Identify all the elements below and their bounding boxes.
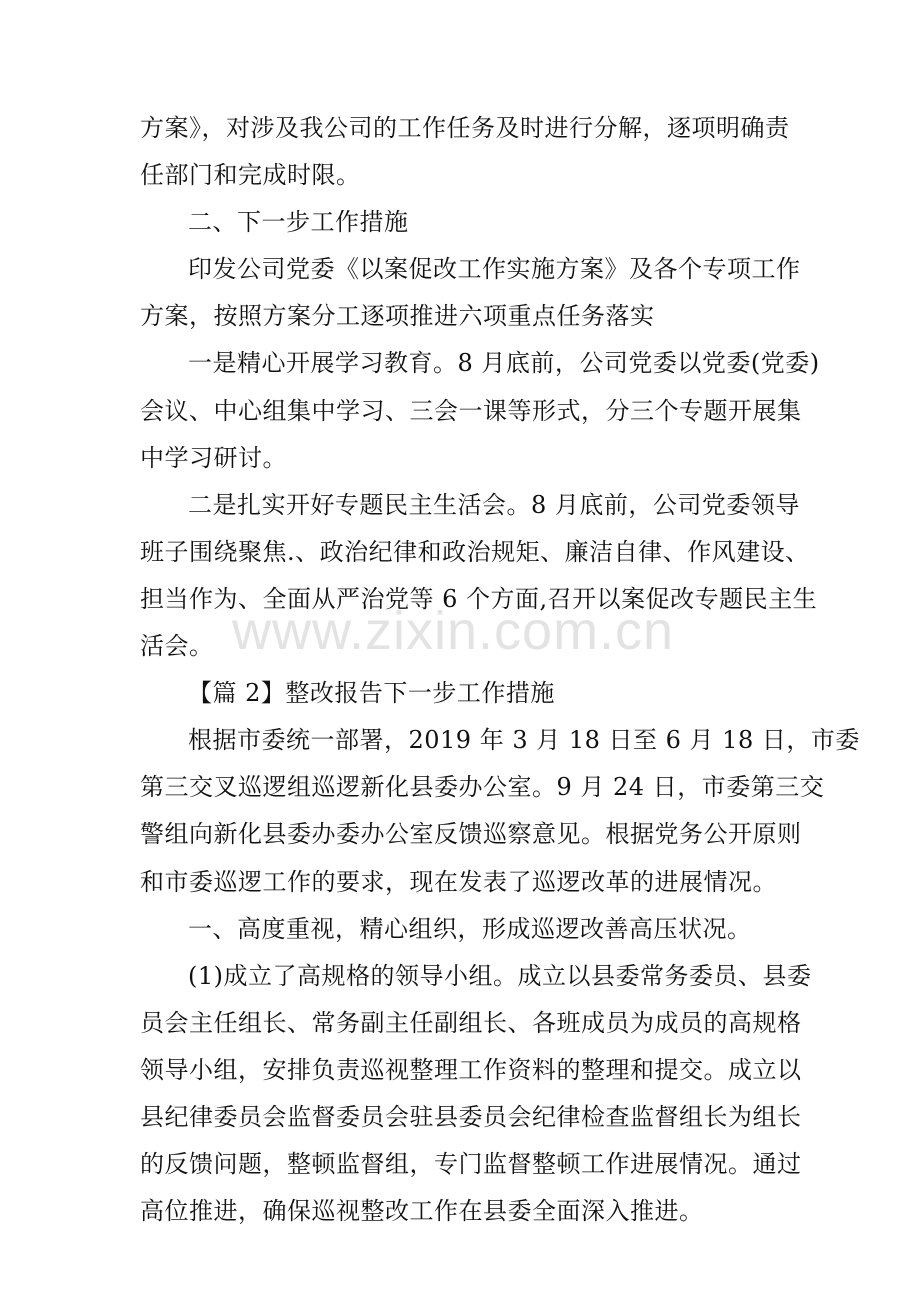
text-line: 【篇 2】整改报告下一步工作措施 xyxy=(188,679,555,708)
text-line: 方案，按照方案分工逐项推进六项重点任务落实 xyxy=(140,302,655,331)
section-heading xyxy=(140,906,788,953)
text-line: 活会。 xyxy=(140,632,214,661)
text-line: 一、高度重视，精心组织，形成巡逻改善高压状况。 xyxy=(188,914,752,943)
paragraph xyxy=(140,482,818,670)
text-line: 第三交叉巡逻组巡逻新化县委办公室。9 月 24 日，市委第三交 xyxy=(140,773,825,802)
text-line: 员会主任组长、常务副主任副组长、各班成员为成员的高规格 xyxy=(140,1008,802,1037)
text-line: (1)成立了高规格的领导小组。成立以县委常务委员、县委 xyxy=(188,961,812,990)
paragraph xyxy=(140,340,820,481)
text-line: 县纪律委员会监督委员会驻县委员会纪律检查监督组长为组长 xyxy=(140,1102,802,1131)
text-line: 任部门和完成时限。 xyxy=(140,161,361,190)
text-line: 的反馈问题，整顿监督组，专门监督整顿工作进展情况。通过 xyxy=(140,1150,802,1179)
text-line: 高位推进，确保巡视整改工作在县委全面深入推进。 xyxy=(140,1197,704,1226)
paragraph xyxy=(140,953,812,1236)
section-heading xyxy=(140,199,788,246)
text-line: 方案》，对涉及我公司的工作任务及时进行分解，逐项明确责 xyxy=(140,114,790,142)
text-line: 班子围绕聚焦.、政治纪律和政治规矩、廉洁自律、作风建设、 xyxy=(140,537,810,566)
watermark: www.zixin.com.cn xyxy=(232,601,675,661)
text-line: 二是扎实开好专题民主生活会。8 月底前，公司党委领导 xyxy=(188,490,800,519)
text-line: 根据市委统一部署，2019 年 3 月 18 日至 6 月 18 日，市委 xyxy=(188,726,860,755)
text-line: 二、下一步工作措施 xyxy=(188,208,409,237)
paragraph xyxy=(140,717,860,905)
text-line: 和市委巡逻工作的要求，现在发表了巡逻改革的进展情况。 xyxy=(140,867,777,896)
text-line: 中学习研讨。 xyxy=(140,443,287,472)
text-line: 警组向新化县委办委办公室反馈巡察意见。根据党务公开原则 xyxy=(140,820,802,849)
text-line: 领导小组，安排负责巡视整理工作资料的整理和提交。成立以 xyxy=(140,1055,802,1084)
text-line: 一是精心开展学习教育。8 月底前，公司党委以党委(党委) xyxy=(188,349,820,378)
text-line: 会议、中心组集中学习、三会一课等形式，分三个专题开展集 xyxy=(140,396,802,425)
article-heading xyxy=(140,670,788,717)
paragraph xyxy=(140,105,788,199)
text-line: 担当作为、全面从严治党等 6 个方面,召开以案促改专题民主生 xyxy=(140,584,818,613)
text-line: 印发公司党委《以案促改工作实施方案》及各个专项工作 xyxy=(188,255,801,284)
document-body xyxy=(140,105,860,1235)
paragraph xyxy=(140,246,801,340)
